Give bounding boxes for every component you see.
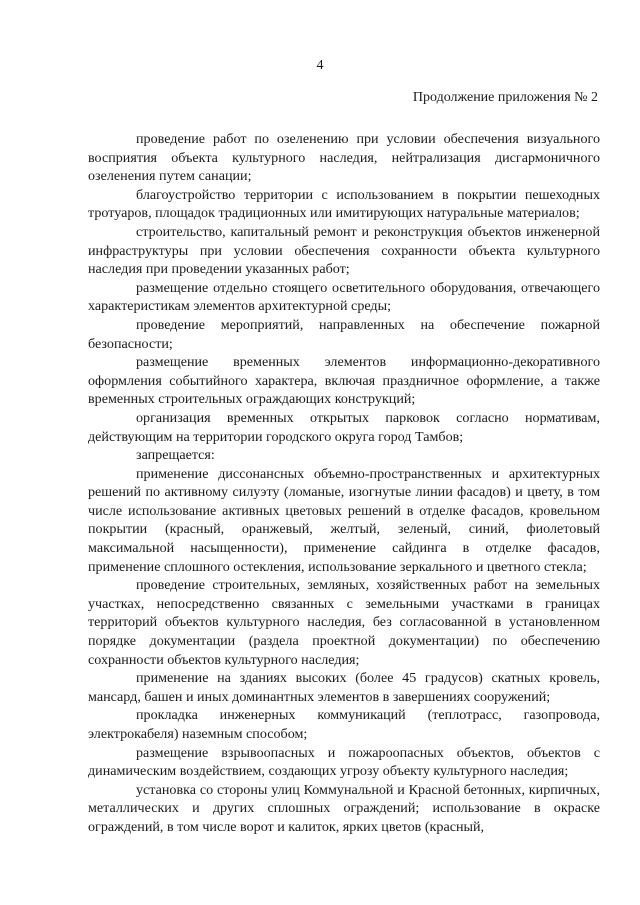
paragraph: прокладка инженерных коммуникаций (теплотрасс, газопровода, электрокабеля) наземным способом; — [88, 707, 600, 742]
page-number: 4 — [316, 58, 324, 73]
paragraph-heading-prohibited: запрещается: — [136, 447, 215, 464]
appendix-continuation-label: Продолжение приложения № 2 — [412, 90, 598, 105]
paragraph: размещение отдельно стоящего осветительного оборудования, отвечающего характеристикам элементов архитектурной среды; — [88, 279, 600, 315]
paragraph: размещение взрывоопасных и пожароопасных объектов, объектов с динамическим воздействием, создающих угрозу объекту культурного наследия; — [88, 744, 600, 780]
document-body — [88, 130, 600, 837]
paragraph: установка со стороны улиц Коммунальной и Красной бетонных, кирпичных, металлических и других сплошных ограждений; использование в окраске ограждений, в том числе ворот и калиток, ярких цветов (красный, — [88, 781, 600, 835]
paragraph: организация временных открытых парковок согласно нормативам, действующим на территории городского округа город Тамбов; — [88, 409, 600, 445]
paragraph: проведение работ по озеленению при условии обеспечения визуального восприятия объекта культурного наследия, нейтрализация дисгармоничного озеленения путем санации; — [88, 131, 600, 185]
paragraph: применение диссонансных объемно-пространственных и архитектурных решений по активному силуэту (ломаные, изогнутые линии фасадов) и цвету, в том числе использование активных цветовых решений в отделке фасадов, кровельном покрытии (красный, оранжевый, желтый, зеленый, синий, фиолетовый максимальной насыщенности), применение сайдинга в отделке фасадов, применение сплошного остекления, использование зеркального и цветного стекла; — [88, 465, 600, 575]
paragraph: проведение мероприятий, направленных на обеспечение пожарной безопасности; — [88, 316, 600, 352]
paragraph: проведение строительных, земляных, хозяйственных работ на земельных участках, непосредственно связанных с земельными участками в границах территорий объектов культурного наследия, без согласованной в установленном порядке документации (раздела проектной документации) по обеспечению сохранности объектов культурного наследия; — [88, 577, 600, 668]
paragraph: благоустройство территории с использованием в покрытии пешеходных тротуаров, площадок традиционных или имитирующих натуральные материалов; — [88, 186, 600, 222]
paragraph: строительство, капитальный ремонт и реконструкция объектов инженерной инфраструктуры при условии обеспечения сохранности объекта культурного наследия при проведении указанных работ; — [88, 223, 600, 278]
paragraph: размещение временных элементов информационно-декоративного оформления событийного характера, включая праздничное оформление, а также временных строительных ограждающих конструкций; — [88, 354, 600, 408]
paragraph: применение на зданиях высоких (более 45 градусов) скатных кровель, мансард, башен и иных доминантных элементов в завершениях сооружений; — [88, 670, 600, 705]
